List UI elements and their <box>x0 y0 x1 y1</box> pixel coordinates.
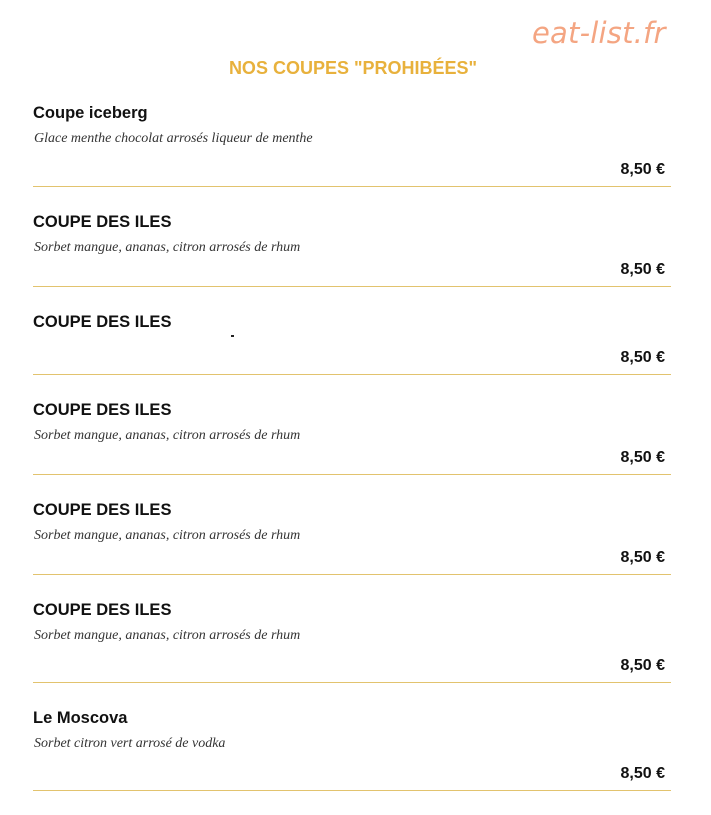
item-description: Sorbet citron vert arrosé de vodka <box>34 736 226 751</box>
item-price: 8,50 € <box>620 549 665 566</box>
item-description: Sorbet mangue, ananas, citron arrosés de rhum <box>34 528 301 543</box>
item-name: Le Moscova <box>33 709 128 727</box>
item-description: Sorbet mangue, ananas, citron arrosés de rhum <box>34 428 301 443</box>
menu-item <box>33 200 671 287</box>
watermark-logo: eat-list.fr <box>532 16 666 50</box>
item-name: Coupe iceberg <box>33 104 148 122</box>
item-price: 8,50 € <box>620 657 665 674</box>
item-description: Glace menthe chocolat arrosés liqueur de menthe <box>34 131 313 146</box>
item-name: COUPE DES ILES <box>33 501 172 519</box>
item-description: Sorbet mangue, ananas, citron arrosés de rhum <box>34 240 301 255</box>
item-description: Sorbet mangue, ananas, citron arrosés de rhum <box>34 628 301 643</box>
item-name: COUPE DES ILES <box>33 601 172 619</box>
item-price: 8,50 € <box>620 765 665 782</box>
menu-item <box>33 588 671 683</box>
menu-item <box>33 100 671 187</box>
item-name: COUPE DES ILES <box>33 401 172 419</box>
item-price: 8,50 € <box>620 261 665 278</box>
page-title: NOS COUPES "PROHIBÉES" <box>228 58 478 78</box>
item-name: COUPE DES ILES <box>33 313 172 331</box>
stray-mark <box>231 335 234 337</box>
item-name: COUPE DES ILES <box>33 213 172 231</box>
item-price: 8,50 € <box>620 161 665 178</box>
menu-item <box>33 696 671 791</box>
menu-item <box>33 388 671 475</box>
menu-item <box>33 488 671 575</box>
item-price: 8,50 € <box>620 349 665 366</box>
item-price: 8,50 € <box>620 449 665 466</box>
menu-item <box>33 300 671 375</box>
